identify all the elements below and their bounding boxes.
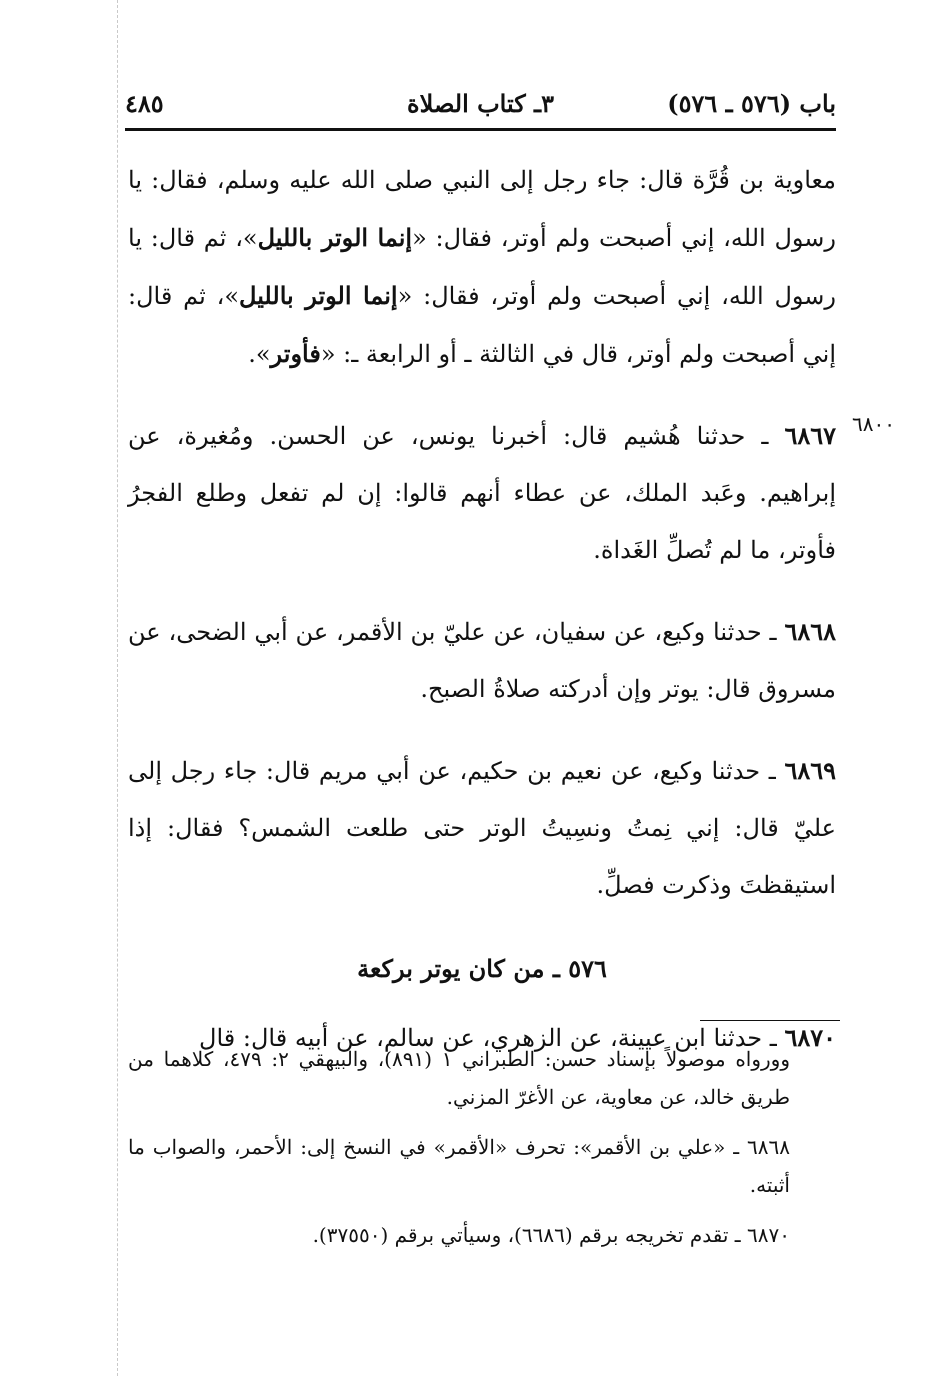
paragraph-continuation	[128, 152, 836, 383]
running-header	[125, 82, 836, 126]
footnote-rule	[700, 1020, 840, 1021]
hadith-number: ٦٨٦٨	[784, 617, 837, 646]
book-title: ٣ـ كتاب الصلاة	[407, 89, 554, 118]
text-segment-bold: إنما الوتر بالليل	[239, 281, 398, 310]
footnote: وورواه موصولاً بإسناد حسن: الطبراني ١ (٨٩١)، والبيهقي ٢: ٤٧٩، كلاهما من طريق خالد، عن معاوية، عن الأغرّ المزني.	[128, 1047, 790, 1109]
text-segment: ـ حدثنا وكيع، عن سفيان، عن عليّ بن الأقمر، عن أبي الضحى، عن مسروق قال: يوتر وإن أدركته صلاةُ الصبح.	[128, 618, 836, 703]
text-segment-bold: إنما الوتر بالليل	[257, 223, 413, 252]
text-segment: »، ثم قال: إني أصبحت ولم أوتر، قال في الثالثة ـ أو الرابعة ـ: «	[128, 282, 836, 368]
margin-hadith-number: ٦٨٠٠	[852, 412, 895, 436]
text-segment: ».	[248, 340, 271, 368]
text-segment: ـ حدثنا هُشيم قال: أخبرنا يونس، عن الحسن. ومُغيرة، عن إبراهيم. وعَبد الملك، عن عطاء أنهم قالوا: إن لم تفعل وطلع الفجرُ فأوتر، ما لم تُصلِّ الغَداة.	[128, 422, 836, 564]
main-text	[128, 152, 836, 1067]
text-segment: »، ثم قال: يا رسول الله، إني أصبحت ولم أوتر، فقال: «	[128, 224, 837, 310]
footnote: ٦٨٧٠ ـ تقدم تخريجه برقم (٦٦٨٦)، وسيأتي برقم (٣٧٥٥٠).	[312, 1223, 790, 1247]
page-edge-line	[117, 0, 118, 1376]
section-heading: ٥٧٦ ـ من كان يوتر بركعة	[357, 954, 607, 983]
text-segment: ـ حدثنا وكيع، عن نعيم بن حكيم، عن أبي مريم قال: جاء رجل إلى عليّ قال: إني نِمتُ ونسِيتُ الوتر حتى طلعت الشمس؟ فقال: إذا استيقظتَ وذكرت فصلِّ.	[128, 757, 836, 899]
hadith-number: ٦٨٦٩	[784, 756, 836, 785]
footnote: ٦٨٦٨ ـ «علي بن الأقمر»: تحرف «الأقمر» في النسخ إلى: الأحمر، والصواب ما أثبته.	[128, 1135, 790, 1197]
text-segment-bold: فأوتر	[270, 339, 321, 368]
chapter-range: باب (٥٧٦ ـ ٥٧٦)	[667, 89, 836, 118]
footnotes	[128, 1040, 836, 1254]
hadith-number: ٦٨٦٧	[784, 421, 836, 450]
hadith-6869	[128, 742, 836, 914]
hadith-6867	[128, 407, 836, 579]
header-rule	[125, 128, 836, 131]
hadith-number: ٦٨٧٠	[784, 1023, 836, 1052]
hadith-6868	[128, 603, 836, 718]
page-number: ٤٨٥	[125, 89, 164, 118]
text-segment: معاوية بن قُرَّة قال: جاء رجل إلى النبي صلى الله عليه وسلم، فقال: يا رسول الله، إني أصبحت ولم أوتر، فقال: «	[128, 166, 836, 252]
text-segment: ـ حدثنا ابن عيينة، عن الزهري، عن سالم، عن أبيه قال: قال	[199, 1024, 785, 1052]
